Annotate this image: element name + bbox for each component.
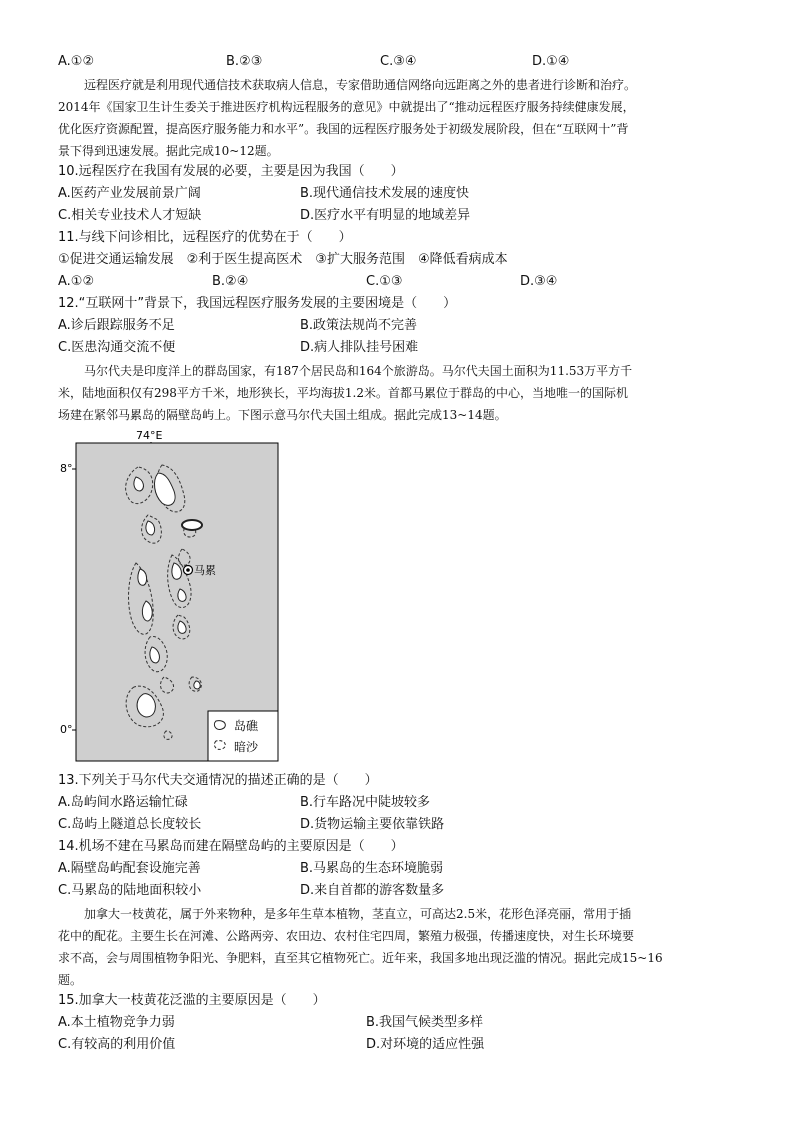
maldives-map [58,425,290,765]
passage-line: 加拿大一枝黄花，属于外来物种，是多年生草本植物，茎直立，可高达2.5米，花形色泽亮丽，常用于插 [84,907,632,921]
q10-option-c: C.相关专业技术人才短缺 [58,208,202,223]
legend-island-symbol [214,721,225,730]
passage-line: 场建在紧邻马累岛的隔壁岛屿上。下图示意马尔代夫国土组成。据此完成13~14题。 [58,408,507,422]
passage-line: 求不高，会与周围植物争阳光、争肥料，直至其它植物死亡。近年来，我国多地出现泛滥的情况。据此完成15~16 [58,951,663,965]
q10-option-b: B.现代通信技术发展的速度快 [300,186,470,201]
q9-option-c: C.③④ [380,54,417,69]
legend-island-label: 岛礁 [234,719,259,733]
passage-goldenrod [58,903,738,991]
passage-line: 花中的配花。主要生长在河滩、公路两旁、农田边、农村住宅四周，繁殖力极强，传播速度快，对生长环境要 [58,929,635,943]
longitude-label: 74°E [136,429,163,442]
q12-stem: 12.“互联网十”背景下，我国远程医疗服务发展的主要困境是（ ） [58,296,457,311]
q13-stem: 13.下列关于马尔代夫交通情况的描述正确的是（ ） [58,773,378,788]
passage-line: 马尔代夫是印度洋上的群岛国家，有187个居民岛和164个旅游岛。马尔代夫国土面积为11.53万平方千 [84,364,633,378]
latitude-top-label: 8° [60,462,73,475]
q10-stem: 10.远程医疗在我国有发展的必要，主要是因为我国（ ） [58,164,404,179]
q13-option-b: B.行车路况中陡坡较多 [300,795,431,810]
passage-line: 米，陆地面积仅有298平方千米，地形狭长，平均海拔1.2米。首都马累位于群岛的中心，当地唯一的国际机 [58,386,628,400]
capital-marker-dot [186,568,190,572]
q14-option-a: A.隔壁岛屿配套设施完善 [58,861,201,876]
q9-option-d: D.①④ [532,54,570,69]
q11-option-c: C.①③ [366,274,403,289]
q12-option-b: B.政策法规尚不完善 [300,318,418,333]
passage-line: 景下得到迅速发展。据此完成10~12题。 [58,144,279,158]
passage-line: 2014年《国家卫生计生委关于推进医疗机构远程服务的意见》中就提出了“推动远程医疗服务持续健康发展， [58,100,635,114]
q10-option-a: A.医药产业发展前景广阔 [58,186,201,201]
q13-option-c: C.岛屿上隧道总长度较长 [58,817,202,832]
q14-stem: 14.机场不建在马累岛而建在隔壁岛屿的主要原因是（ ） [58,839,404,854]
q12-option-d: D.病人排队挂号困难 [300,340,419,355]
q10-option-d: D.医疗水平有明显的地域差异 [300,208,471,223]
q15-option-c: C.有较高的利用价值 [58,1037,176,1052]
passage-line: 远程医疗就是利用现代通信技术获取病人信息，专家借助通信网络向远距离之外的患者进行诊断和治疗。 [84,78,637,92]
q14-option-d: D.来自首都的游客数量多 [300,883,445,898]
q11-items: ①促进交通运输发展 ②利于医生提高医术 ③扩大服务范围 ④降低看病成本 [58,252,508,267]
passage-line: 题。 [58,973,83,987]
q13-option-a: A.岛屿间水路运输忙碌 [58,795,188,810]
q15-option-d: D.对环境的适应性强 [366,1037,485,1052]
legend-shoal-label: 暗沙 [234,740,259,754]
q11-option-d: D.③④ [520,274,558,289]
q14-option-b: B.马累岛的生态环境脆弱 [300,861,444,876]
latitude-bottom-label: 0° [60,723,73,736]
q9-option-a: A.①② [58,54,95,69]
q12-option-a: A.诊后跟踪服务不足 [58,318,175,333]
q15-option-b: B.我国气候类型多样 [366,1015,484,1030]
q15-stem: 15.加拿大一枝黄花泛滥的主要原因是（ ） [58,993,326,1008]
q9-option-b: B.②③ [226,54,263,69]
passage-telemedicine [58,74,738,162]
passage-maldives [58,360,738,426]
passage-line: 优化医疗资源配置，提高医疗服务能力和水平”。我国的远程医疗服务处于初级发展阶段，但在“互联网十”背 [58,122,629,136]
q11-stem: 11.与线下问诊相比，远程医疗的优势在于（ ） [58,230,352,245]
q13-option-d: D.货物运输主要依靠铁路 [300,817,445,832]
q14-option-c: C.马累岛的陆地面积较小 [58,883,202,898]
capital-label: 马累 [194,564,216,577]
q11-option-b: B.②④ [212,274,249,289]
q11-option-a: A.①② [58,274,95,289]
q15-option-a: A.本土植物竞争力弱 [58,1015,175,1030]
q12-option-c: C.医患沟通交流不便 [58,340,176,355]
